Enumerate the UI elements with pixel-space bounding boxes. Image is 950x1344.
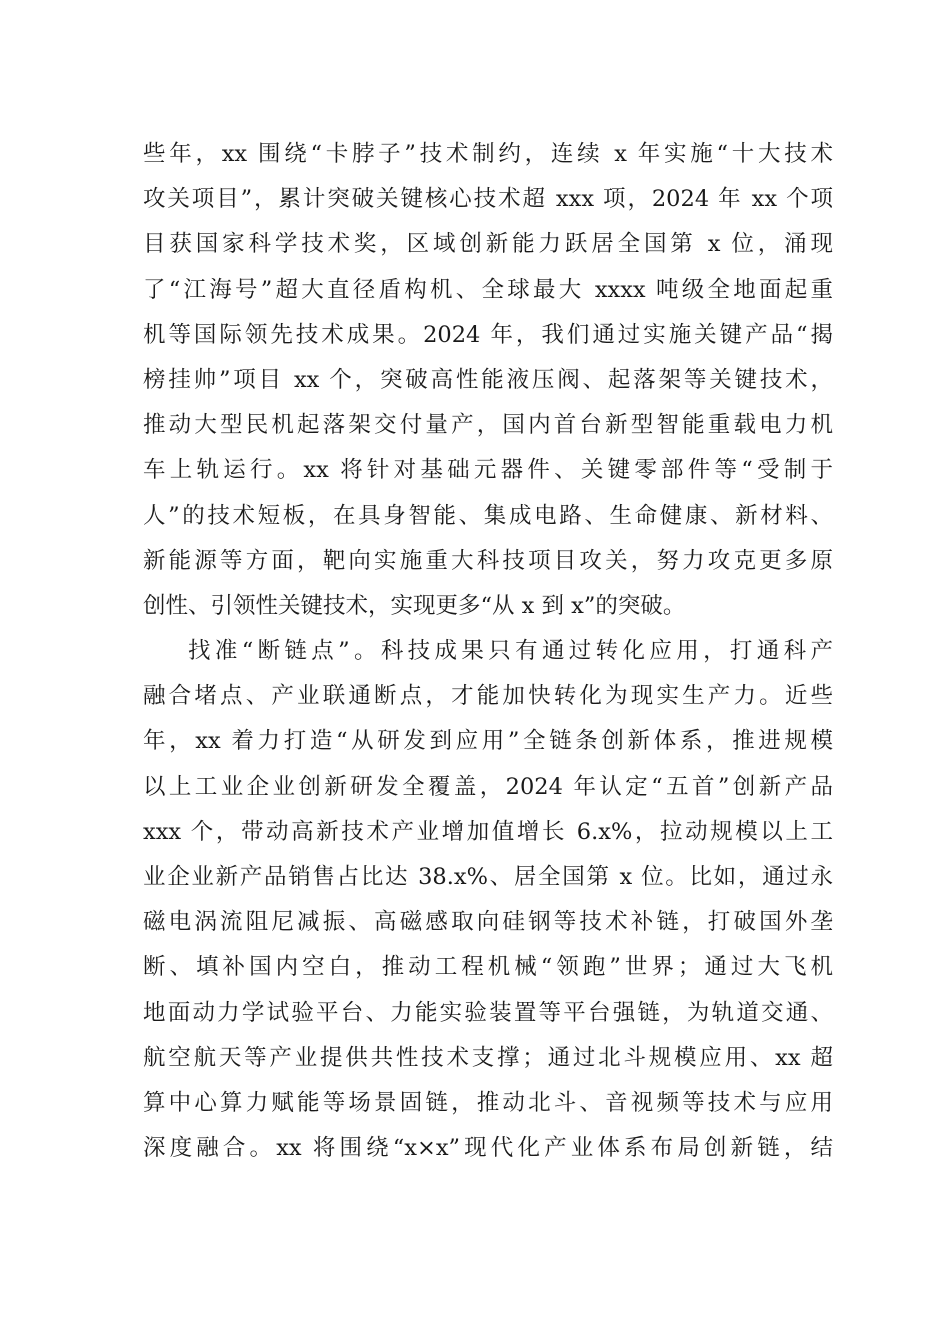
text-line: 融合堵点、产业联通断点，才能加快转化为现实生产力。近些 <box>143 683 833 710</box>
text-line: 深度融合。xx 将围绕“x×x”现代化产业体系布局创新链，结 <box>143 1135 833 1162</box>
text-line: 目获国家科学技术奖，区域创新能力跃居全国第 x 位，涌现 <box>143 231 833 258</box>
text-line: 机等国际领先技术成果。2024 年，我们通过实施关键产品“揭 <box>143 321 833 348</box>
text-line: 航空航天等产业提供共性技术支撑；通过北斗规模应用、xx 超 <box>143 1044 833 1071</box>
text-line: 算中心算力赋能等场景固链，推动北斗、音视频等技术与应用 <box>143 1089 833 1116</box>
paragraph-2 <box>143 629 833 1171</box>
body-text <box>143 132 833 1171</box>
text-line: 新能源等方面，靶向实施重大科技项目攻关，努力攻克更多原 <box>143 547 833 574</box>
text-line: 找准“断链点”。科技成果只有通过转化应用，打通科产 <box>188 638 833 665</box>
text-line: 了“江海号”超大直径盾构机、全球最大 xxxx 吨级全地面起重 <box>143 276 833 303</box>
text-line: 磁电涡流阻尼减振、高磁感取向硅钢等技术补链，打破国外垄 <box>143 909 833 936</box>
text-line: 断、填补国内空白，推动工程机械“领跑”世界；通过大飞机 <box>143 954 833 981</box>
text-line: 车上轨运行。xx 将针对基础元器件、关键零部件等“受制于 <box>143 457 833 484</box>
text-line: 年，xx 着力打造“从研发到应用”全链条创新体系，推进规模 <box>143 728 833 755</box>
text-line: 创性、引领性关键技术，实现更多“从 x 到 x”的突破。 <box>143 592 686 619</box>
text-line: 地面动力学试验平台、力能实验装置等平台强链，为轨道交通、 <box>143 999 833 1026</box>
paragraph-1 <box>143 132 833 629</box>
text-line: 些年，xx 围绕“卡脖子”技术制约，连续 x 年实施“十大技术 <box>143 141 833 167</box>
text-line: 以上工业企业创新研发全覆盖，2024 年认定“五首”创新产品 <box>143 773 833 800</box>
text-line: 榜挂帅”项目 xx 个，突破高性能液压阀、起落架等关键技术， <box>143 366 833 393</box>
text-line: 攻关项目”，累计突破关键核心技术超 xxx 项，2024 年 xx 个项 <box>143 186 833 213</box>
text-line: 推动大型民机起落架交付量产，国内首台新型智能重载电力机 <box>143 412 833 439</box>
text-line: 业企业新产品销售占比达 38.x%、居全国第 x 位。比如，通过永 <box>143 864 833 890</box>
text-line: xxx 个，带动高新技术产业增加值增长 6.x%，拉动规模以上工 <box>143 818 833 845</box>
text-line: 人”的技术短板，在具身智能、集成电路、生命健康、新材料、 <box>143 502 833 529</box>
